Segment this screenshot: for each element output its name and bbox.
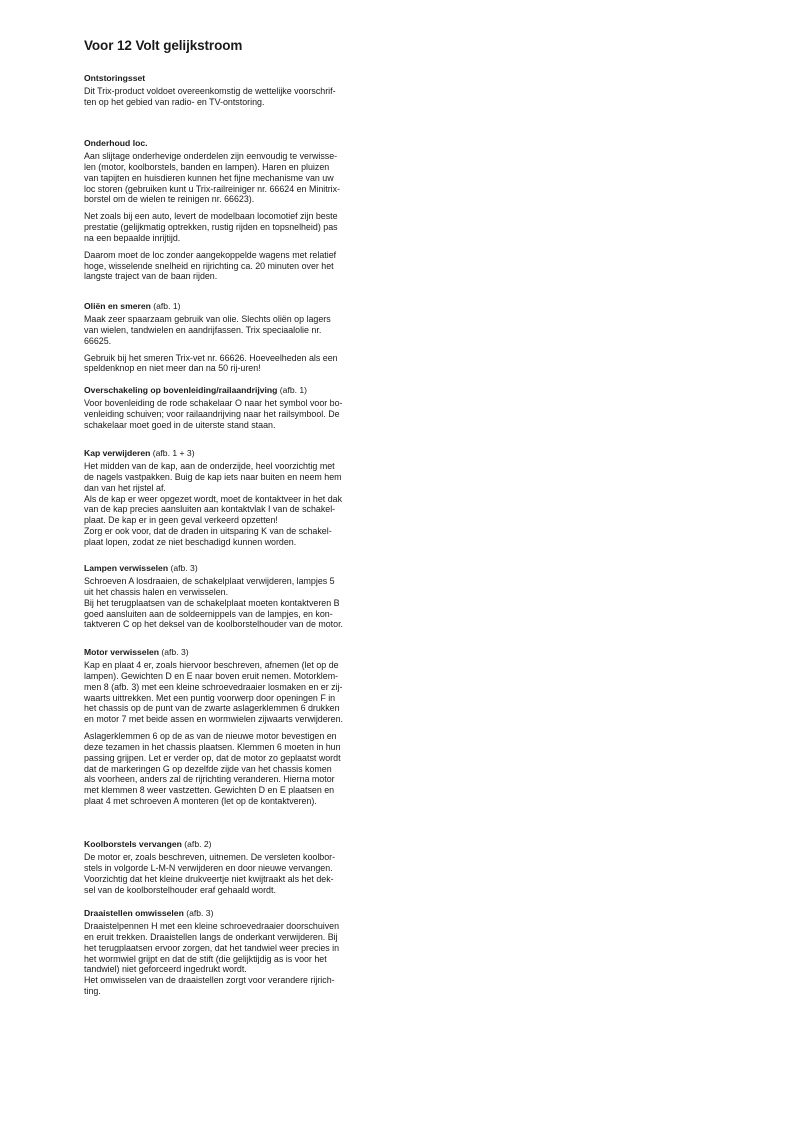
text-line: sel van de koolborstelhouder eraf gehaald wordt.	[84, 884, 276, 895]
text-line: hoge, wisselende snelheid en rijrichting ca. 20 minuten over het	[84, 260, 334, 271]
text-line: Schroeven A losdraaien, de schakelplaat verwijderen, lampjes 5	[84, 576, 335, 586]
paragraph	[84, 86, 402, 108]
text-line: Draaistelpennen H met een kleine schroevedraaier doorschuiven	[84, 921, 340, 931]
paragraph	[84, 353, 402, 375]
text-line: Voorzichtig dat het kleine drukveertje niet kwijtraakt als het dek-	[84, 873, 334, 884]
paragraph	[84, 921, 402, 997]
section-heading	[84, 385, 402, 396]
section-heading	[84, 301, 402, 312]
paragraph	[84, 576, 402, 630]
figure-reference: (afb. 1 + 3)	[150, 448, 195, 458]
text-line: passing grijpen. Let er verder op, dat de motor zo geplaatst wordt	[84, 752, 341, 763]
text-line: plaat 4 met schroeven A monteren (let op de kontaktveren).	[84, 796, 317, 807]
text-line: plaat. De kap er in geen geval verkeerd opzetten!	[84, 515, 278, 526]
paragraph	[84, 211, 402, 244]
text-line: het chassis op de punt van de zwarte aslagerklemmen 6 drukken	[84, 703, 340, 714]
paragraph	[84, 731, 402, 807]
section-heading-text: Kap verwijderen	[84, 448, 151, 458]
paragraph	[84, 151, 402, 205]
text-line: langste traject van de baan rijden.	[84, 271, 218, 282]
text-line: Maak zeer spaarzaam gebruik van olie. Slechts oliën op lagers	[84, 314, 331, 324]
text-line: als voorheen, anders zal de rijrichting veranderen. Hierna motor	[84, 774, 335, 785]
text-line: en eruit trekken. Draaistellen langs de onderkant verwijderen. Bij	[84, 931, 338, 942]
text-line: 66625.	[84, 335, 112, 346]
paragraph	[84, 398, 402, 431]
section-heading-text: Lampen verwisselen	[84, 563, 169, 573]
section-heading-text: Draaistellen omwisselen	[84, 908, 184, 918]
text-line: deze tezamen in het chassis plaatsen. Klemmen 6 moeten in hun	[84, 741, 341, 752]
section	[84, 908, 402, 997]
section-heading	[84, 647, 402, 658]
section-heading	[84, 448, 402, 459]
figure-reference: (afb. 2)	[181, 839, 212, 849]
text-line: Aslagerklemmen 6 op de as van de nieuwe motor bevestigen en	[84, 731, 337, 742]
section-heading	[84, 563, 402, 574]
text-line: het terugplaatsen ervoor zorgen, dat het tandwiel weer precies in	[84, 942, 340, 953]
section	[84, 839, 402, 895]
text-line: Het midden van de kap, aan de onderzijde, heel voorzichtig met	[84, 461, 335, 471]
text-line: Kap en plaat 4 er, zoals hiervoor beschreven, afnemen (let op de	[84, 660, 339, 670]
text-line: ten op het gebied van radio- en TV-ontstoring.	[84, 96, 265, 107]
text-line: Gebruik bij het smeren Trix-vet nr. 66626. Hoeveelheden als een	[84, 352, 338, 363]
text-line: len (motor, koolborstels, banden en lampen). Haren en pluizen	[84, 161, 330, 172]
text-line: goed aansluiten aan de soldeernippels van de lampjes, en kon-	[84, 608, 333, 619]
text-line: van de kap precies aansluiten aan kontaktvlak I van de schakel-	[84, 504, 336, 515]
paragraph	[84, 461, 402, 548]
section-heading-text: Onderhoud loc.	[84, 138, 148, 148]
paragraph	[84, 660, 402, 725]
text-line: na een bepaalde inrijtijd.	[84, 232, 181, 243]
section	[84, 647, 402, 807]
section	[84, 563, 402, 630]
text-line: schakelaar moet goed in de uiterste stand staan.	[84, 419, 276, 430]
section-heading-text: Motor verwisselen	[84, 647, 159, 657]
section	[84, 385, 402, 431]
text-line: dan van het rijstel af.	[84, 482, 166, 493]
text-line: Voor bovenleiding de rode schakelaar O naar het symbol voor bo-	[84, 398, 343, 408]
section-heading	[84, 138, 402, 149]
text-line: stels in volgorde L-M-N verwijderen en door nieuwe vervangen.	[84, 862, 333, 873]
paragraph	[84, 250, 402, 283]
text-line: prestatie (gelijkmatig optrekken, rustig rijden en topsnelheid) pas	[84, 222, 338, 233]
section-heading-text: Overschakeling op bovenleiding/railaandrijving	[84, 385, 278, 395]
section-heading-text: Ontstoringsset	[84, 73, 146, 83]
text-line: van wielen, tandwielen en aandrijfassen. Trix speciaalolie nr.	[84, 324, 322, 335]
figure-reference: (afb. 3)	[168, 563, 198, 573]
text-line: ting.	[84, 986, 101, 997]
text-line: borstel om de wielen te reinigen nr. 66623).	[84, 194, 255, 205]
text-line: Bij het terugplaatsen van de schakelplaat moeten kontaktveren B	[84, 597, 340, 608]
section-heading-text: Koolborstels vervangen	[84, 839, 182, 849]
text-line: loc storen (gebruiken kunt u Trix-railreiniger nr. 66624 en Minitrix-	[84, 183, 341, 194]
section	[84, 73, 402, 108]
section	[84, 301, 402, 374]
paragraph	[84, 314, 402, 347]
section-heading	[84, 908, 402, 919]
text-line: het wormwiel grijpt en dat de stift (die gelijktijdig as is voor het	[84, 953, 327, 964]
section-heading-text: Oliën en smeren	[84, 301, 151, 311]
text-line: lampen). Gewichten D en E naar boven eruit nemen. Motorklem-	[84, 670, 339, 681]
text-line: dat de markeringen G op dezelfde zijde van het chassis komen	[84, 763, 332, 774]
figure-reference: (afb. 3)	[183, 908, 214, 918]
text-line: en motor 7 met beide assen en wormwielen zijwaarts verwijderen.	[84, 714, 343, 725]
text-line: men 8 (afb. 3) met een kleine schroevedraaier losmaken en er zij-	[84, 681, 343, 692]
text-line: Daarom moet de loc zonder aangekoppelde wagens met relatief	[84, 249, 337, 260]
text-line: venleiding schuiven; voor railaandrijving naar het railsymbool. De	[84, 408, 340, 419]
text-line: van tapijten en huisdieren kunnen het fijne mechanisme van uw	[84, 172, 334, 183]
text-line: Als de kap er weer opgezet wordt, moet de kontaktveer in het dak	[84, 493, 343, 504]
page-title: Voor 12 Volt gelijkstroom	[84, 38, 243, 53]
text-line: Het omwisselen van de draaistellen zorgt voor verandere rijrich-	[84, 975, 335, 986]
text-line: waarts uittrekken. Met een puntig voorwerp door openingen F in	[84, 692, 336, 703]
figure-reference: (afb. 1)	[150, 301, 181, 311]
text-line: taktveren C op het deksel van de koolborstelhouder van de motor.	[84, 619, 344, 630]
section-heading	[84, 73, 402, 84]
text-line: uit het chassis halen en verwisselen.	[84, 586, 229, 597]
section-heading	[84, 839, 402, 850]
text-line: met klemmen 8 weer vastzetten. Gewichten D en E plaatsen en	[84, 785, 335, 796]
section	[84, 448, 402, 548]
text-line: Dit Trix-product voldoet overeenkomstig de wettelijke voorschrif-	[84, 86, 336, 96]
section	[84, 138, 402, 282]
text-line: de nagels vastpakken. Buig de kap iets naar buiten en neem hem	[84, 471, 342, 482]
paragraph	[84, 852, 402, 895]
text-line: plaat lopen, zodat ze niet beschadigd kunnen worden.	[84, 536, 297, 547]
text-line: De motor er, zoals beschreven, uitnemen. De versleten koolbor-	[84, 852, 336, 862]
figure-reference: (afb. 1)	[277, 385, 308, 395]
text-line: Zorg er ook voor, dat de draden in uitsparing K van de schakel-	[84, 526, 332, 537]
text-line: Aan slijtage onderhevige onderdelen zijn eenvoudig te verwisse-	[84, 151, 338, 161]
text-line: tandwiel) niet geforceerd ingedrukt wordt.	[84, 964, 247, 975]
figure-reference: (afb. 3)	[158, 647, 189, 657]
text-line: Net zoals bij een auto, levert de modelbaan locomotief zijn beste	[84, 211, 338, 222]
text-line: speldenknop en niet meer dan na 50 rij-uren!	[84, 363, 261, 374]
